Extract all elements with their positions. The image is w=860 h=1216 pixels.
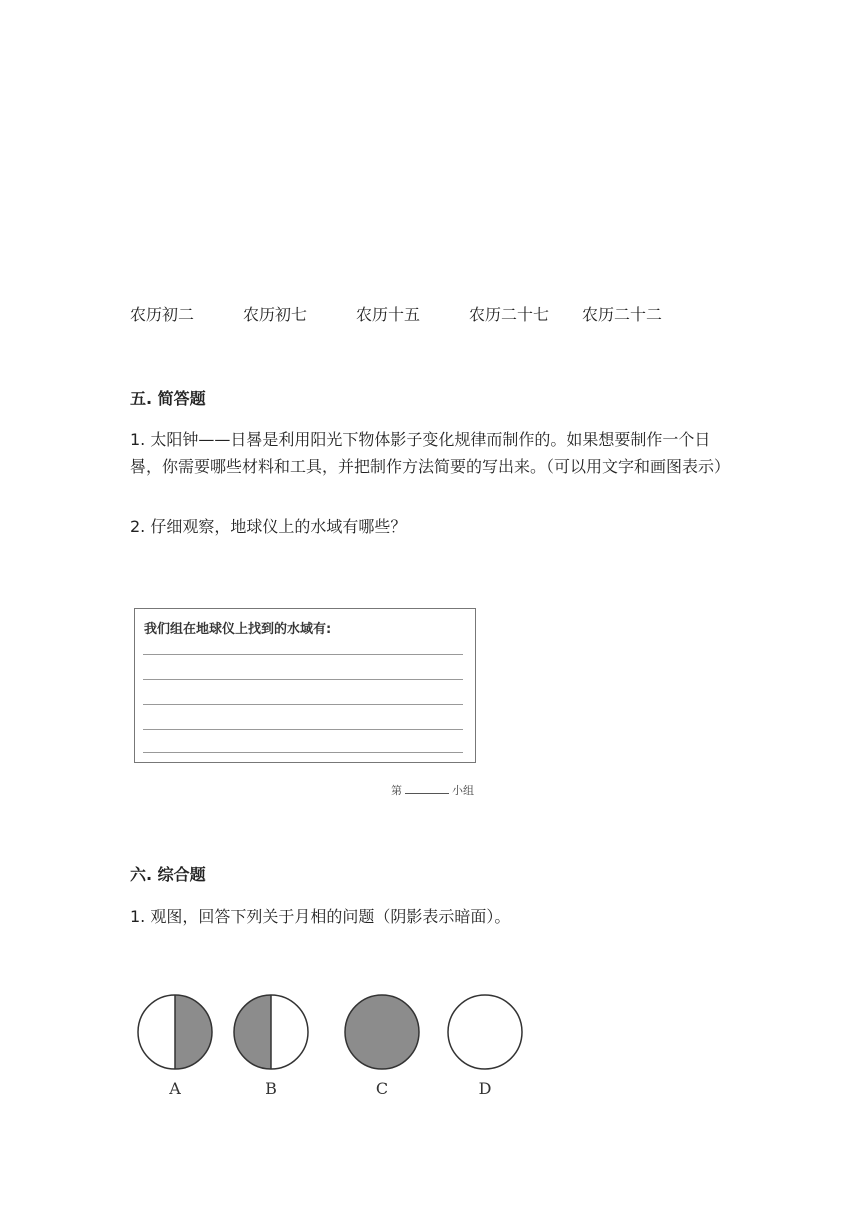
section-five-heading: 五. 简答题 bbox=[130, 389, 206, 408]
moon-c-icon bbox=[342, 993, 422, 1071]
lunar-option: 农历二十二 bbox=[582, 305, 663, 324]
lunar-option: 农历十五 bbox=[356, 305, 421, 324]
answer-line bbox=[143, 704, 463, 705]
moon-d-icon bbox=[445, 993, 525, 1071]
moon-phase-c bbox=[342, 993, 422, 1103]
group-number-blank bbox=[405, 783, 449, 794]
lunar-option: 农历初二 bbox=[130, 305, 195, 324]
moon-label: C bbox=[375, 1079, 389, 1098]
group-number-label bbox=[391, 782, 474, 798]
moon-label: D bbox=[478, 1079, 492, 1098]
answer-line bbox=[143, 654, 463, 655]
moon-phase-d bbox=[445, 993, 525, 1103]
moon-b-icon bbox=[232, 993, 310, 1071]
section-six-question-1: 1. 观图，回答下列关于月相的问题（阴影表示暗面）。 bbox=[130, 907, 511, 926]
moon-label: B bbox=[265, 1079, 277, 1098]
moon-label: A bbox=[169, 1079, 181, 1098]
water-areas-worksheet bbox=[134, 608, 476, 763]
answer-line bbox=[143, 729, 463, 730]
group-suffix: 小组 bbox=[452, 784, 474, 797]
section-five-question-1: 1. 太阳钟——日晷是利用阳光下物体影子变化规律而制作的。如果想要制作一个日晷，你需要哪些材料和工具，并把制作方法简要的写出来。（可以用文字和画图表示） bbox=[130, 430, 731, 476]
moon-phase-b bbox=[232, 993, 310, 1103]
group-prefix: 第 bbox=[391, 784, 402, 797]
section-six-heading: 六. 综合题 bbox=[130, 865, 206, 884]
lunar-options-row bbox=[130, 302, 730, 324]
moon-phase-a bbox=[136, 993, 214, 1103]
moon-a-icon bbox=[136, 993, 214, 1071]
lunar-option: 农历初七 bbox=[243, 305, 308, 324]
answer-line bbox=[143, 679, 463, 680]
section-five-question-2: 2. 仔细观察，地球仪上的水域有哪些？ bbox=[130, 517, 407, 536]
lunar-option: 农历二十七 bbox=[469, 305, 550, 324]
worksheet-title: 我们组在地球仪上找到的水域有: bbox=[144, 622, 332, 637]
answer-line bbox=[143, 752, 463, 753]
